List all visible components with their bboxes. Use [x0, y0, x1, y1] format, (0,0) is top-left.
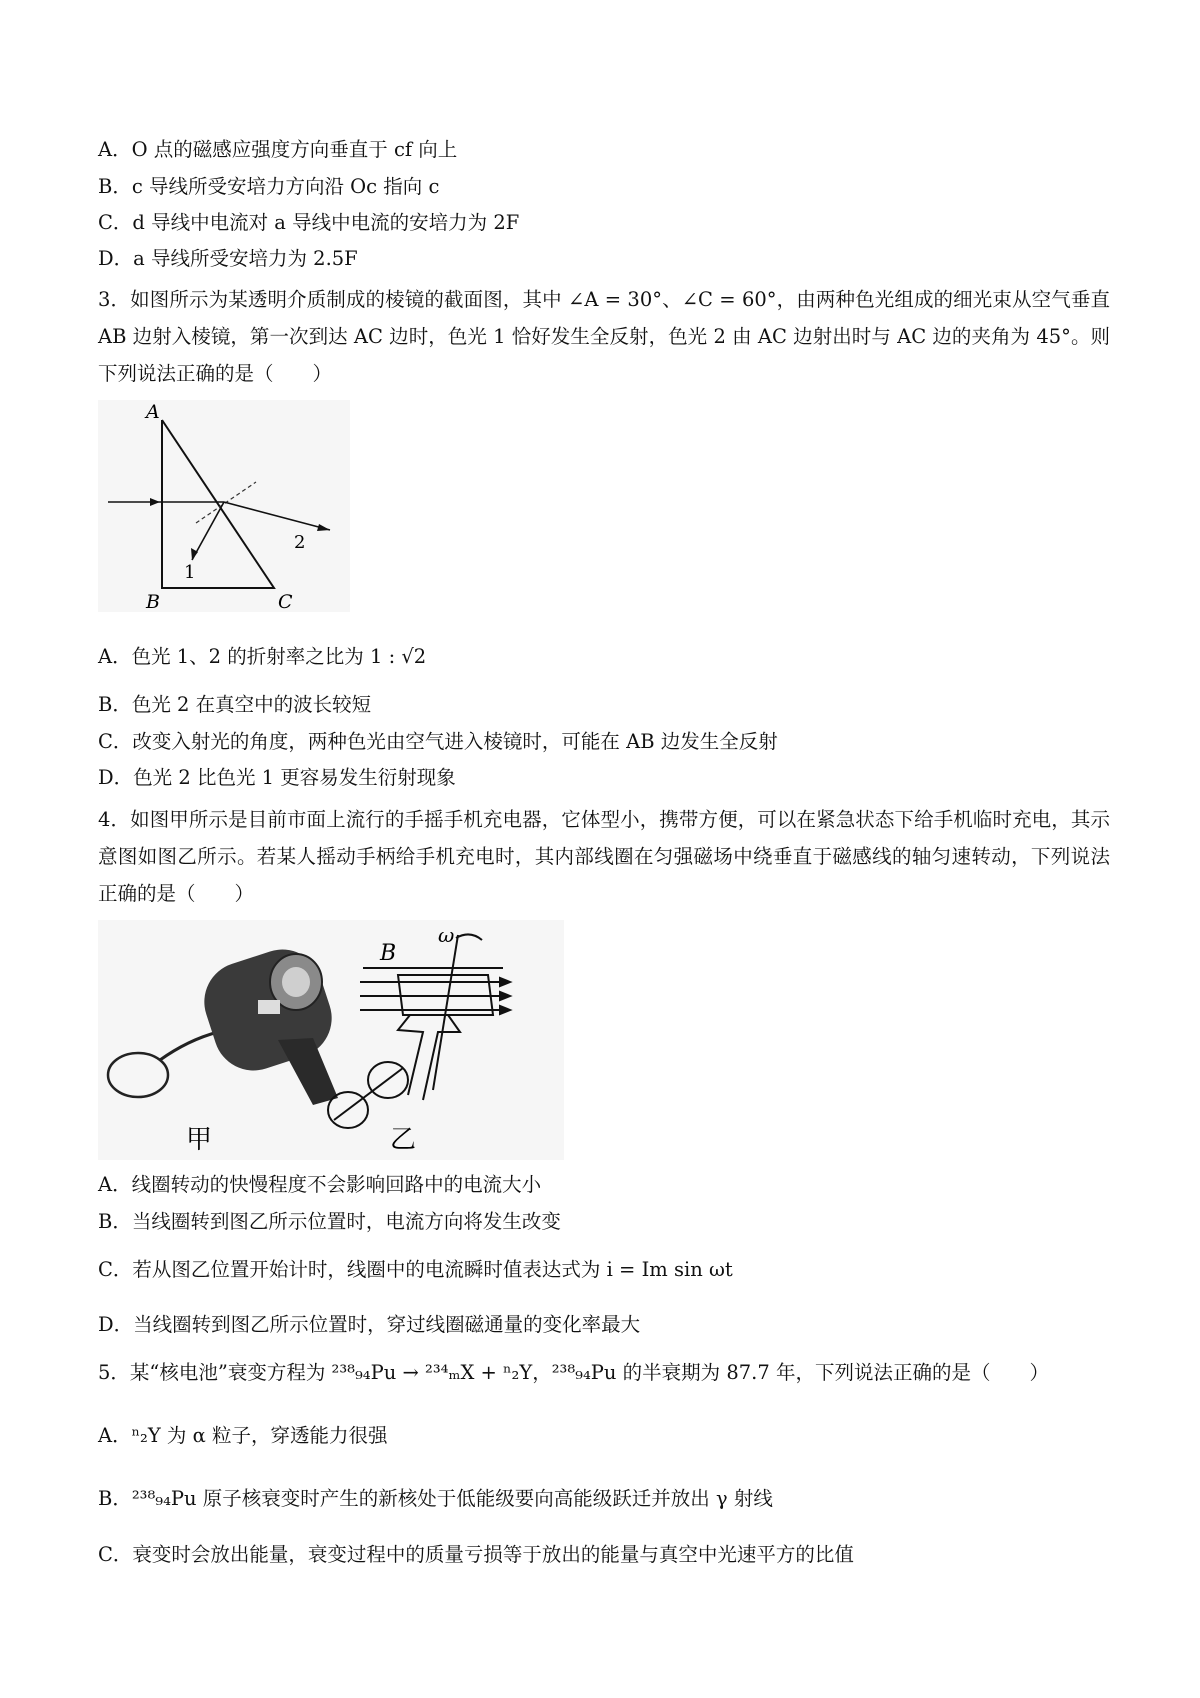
prism-diagram — [98, 400, 350, 612]
prism-outline — [162, 420, 274, 588]
charger-figure — [98, 920, 564, 1160]
b-field-label: B — [380, 941, 397, 966]
q3-option-d: D．色光 2 比色光 1 更容易发生衍射现象 — [98, 766, 456, 789]
omega-label: ω — [438, 923, 455, 947]
vertex-b-label: B — [146, 591, 160, 612]
q2-option-a: A．O 点的磁感应强度方向垂直于 cf 向上 — [98, 138, 458, 161]
charger-photo — [108, 939, 342, 1155]
q3-option-b: B．色光 2 在真空中的波长较短 — [98, 693, 372, 716]
ray-2-label: 2 — [294, 532, 306, 553]
incident-arrow — [150, 498, 160, 506]
charger-diagram — [98, 920, 564, 1160]
q4-option-a: A．线圈转动的快慢程度不会影响回路中的电流大小 — [98, 1173, 542, 1196]
q2-option-b: B．c 导线所受安培力方向沿 Oc 指向 c — [98, 175, 440, 198]
ray-2 — [224, 502, 330, 530]
ray-1 — [192, 502, 224, 560]
coil-schematic — [328, 934, 510, 1128]
ray-2-arrow — [317, 524, 330, 531]
q5-option-b: B．²³⁸₉₄Pu 原子核衰变时产生的新核处于低能级要向高能级跃迁并放出 γ 射线 — [98, 1487, 773, 1510]
figure-jia-label: 甲 — [186, 1125, 213, 1155]
q4-option-b: B．当线圈转到图乙所示位置时，电流方向将发生改变 — [98, 1210, 561, 1233]
q4-option-d: D．当线圈转到图乙所示位置时，穿过线圈磁通量的变化率最大 — [98, 1313, 641, 1336]
q5-stem: 5．某“核电池”衰变方程为 ²³⁸₉₄Pu → ²³⁴ₘX + ⁿ₂Y，²³⁸₉₄Pu 的半衰期为 87.7 年，下列说法正确的是（ ） — [98, 1361, 1049, 1384]
q5-option-a: A．ⁿ₂Y 为 α 粒子，穿透能力很强 — [98, 1424, 388, 1447]
vertex-a-label: A — [146, 401, 160, 423]
q4-stem: 4．如图甲所示是目前市面上流行的手摇手机充电器，它体型小，携带方便，可以在紧急状态下给手机临时充电，其示意图如图乙所示。若某人摇动手柄给手机充电时，其内部线圈在匀强磁场中绕垂直于磁感线的轴匀速转动，下列说法正确的是（ ） — [98, 808, 1110, 905]
q2-option-c: C．d 导线中电流对 a 导线中电流的安培力为 2F — [98, 211, 520, 234]
vertex-c-label: C — [278, 591, 293, 612]
figure-yi-label: 乙 — [390, 1125, 417, 1155]
q2-option-d: D．a 导线所受安培力为 2.5F — [98, 247, 358, 270]
q5-option-c: C．衰变时会放出能量，衰变过程中的质量亏损等于放出的能量与真空中光速平方的比值 — [98, 1543, 854, 1566]
ray-1-label: 1 — [184, 562, 196, 583]
q4-option-c: C．若从图乙位置开始计时，线圈中的电流瞬时值表达式为 i = Im sin ωt — [98, 1258, 733, 1281]
q3-option-c: C．改变入射光的角度，两种色光由空气进入棱镜时，可能在 AB 边发生全反射 — [98, 730, 778, 753]
q3-stem: 3．如图所示为某透明介质制成的棱镜的截面图，其中 ∠A = 30°、∠C = 60°，由两种色光组成的细光束从空气垂直 AB 边射入棱镜，第一次到达 AC 边时，色光 1 恰好发生全反射，色光 2 由 AC 边射出时与 AC 边的夹角为 45°。则下列说法正确的是（ ） — [98, 288, 1110, 385]
q3-option-a: A．色光 1、2 的折射率之比为 1 : √2 — [98, 645, 427, 668]
prism-figure — [98, 400, 350, 612]
